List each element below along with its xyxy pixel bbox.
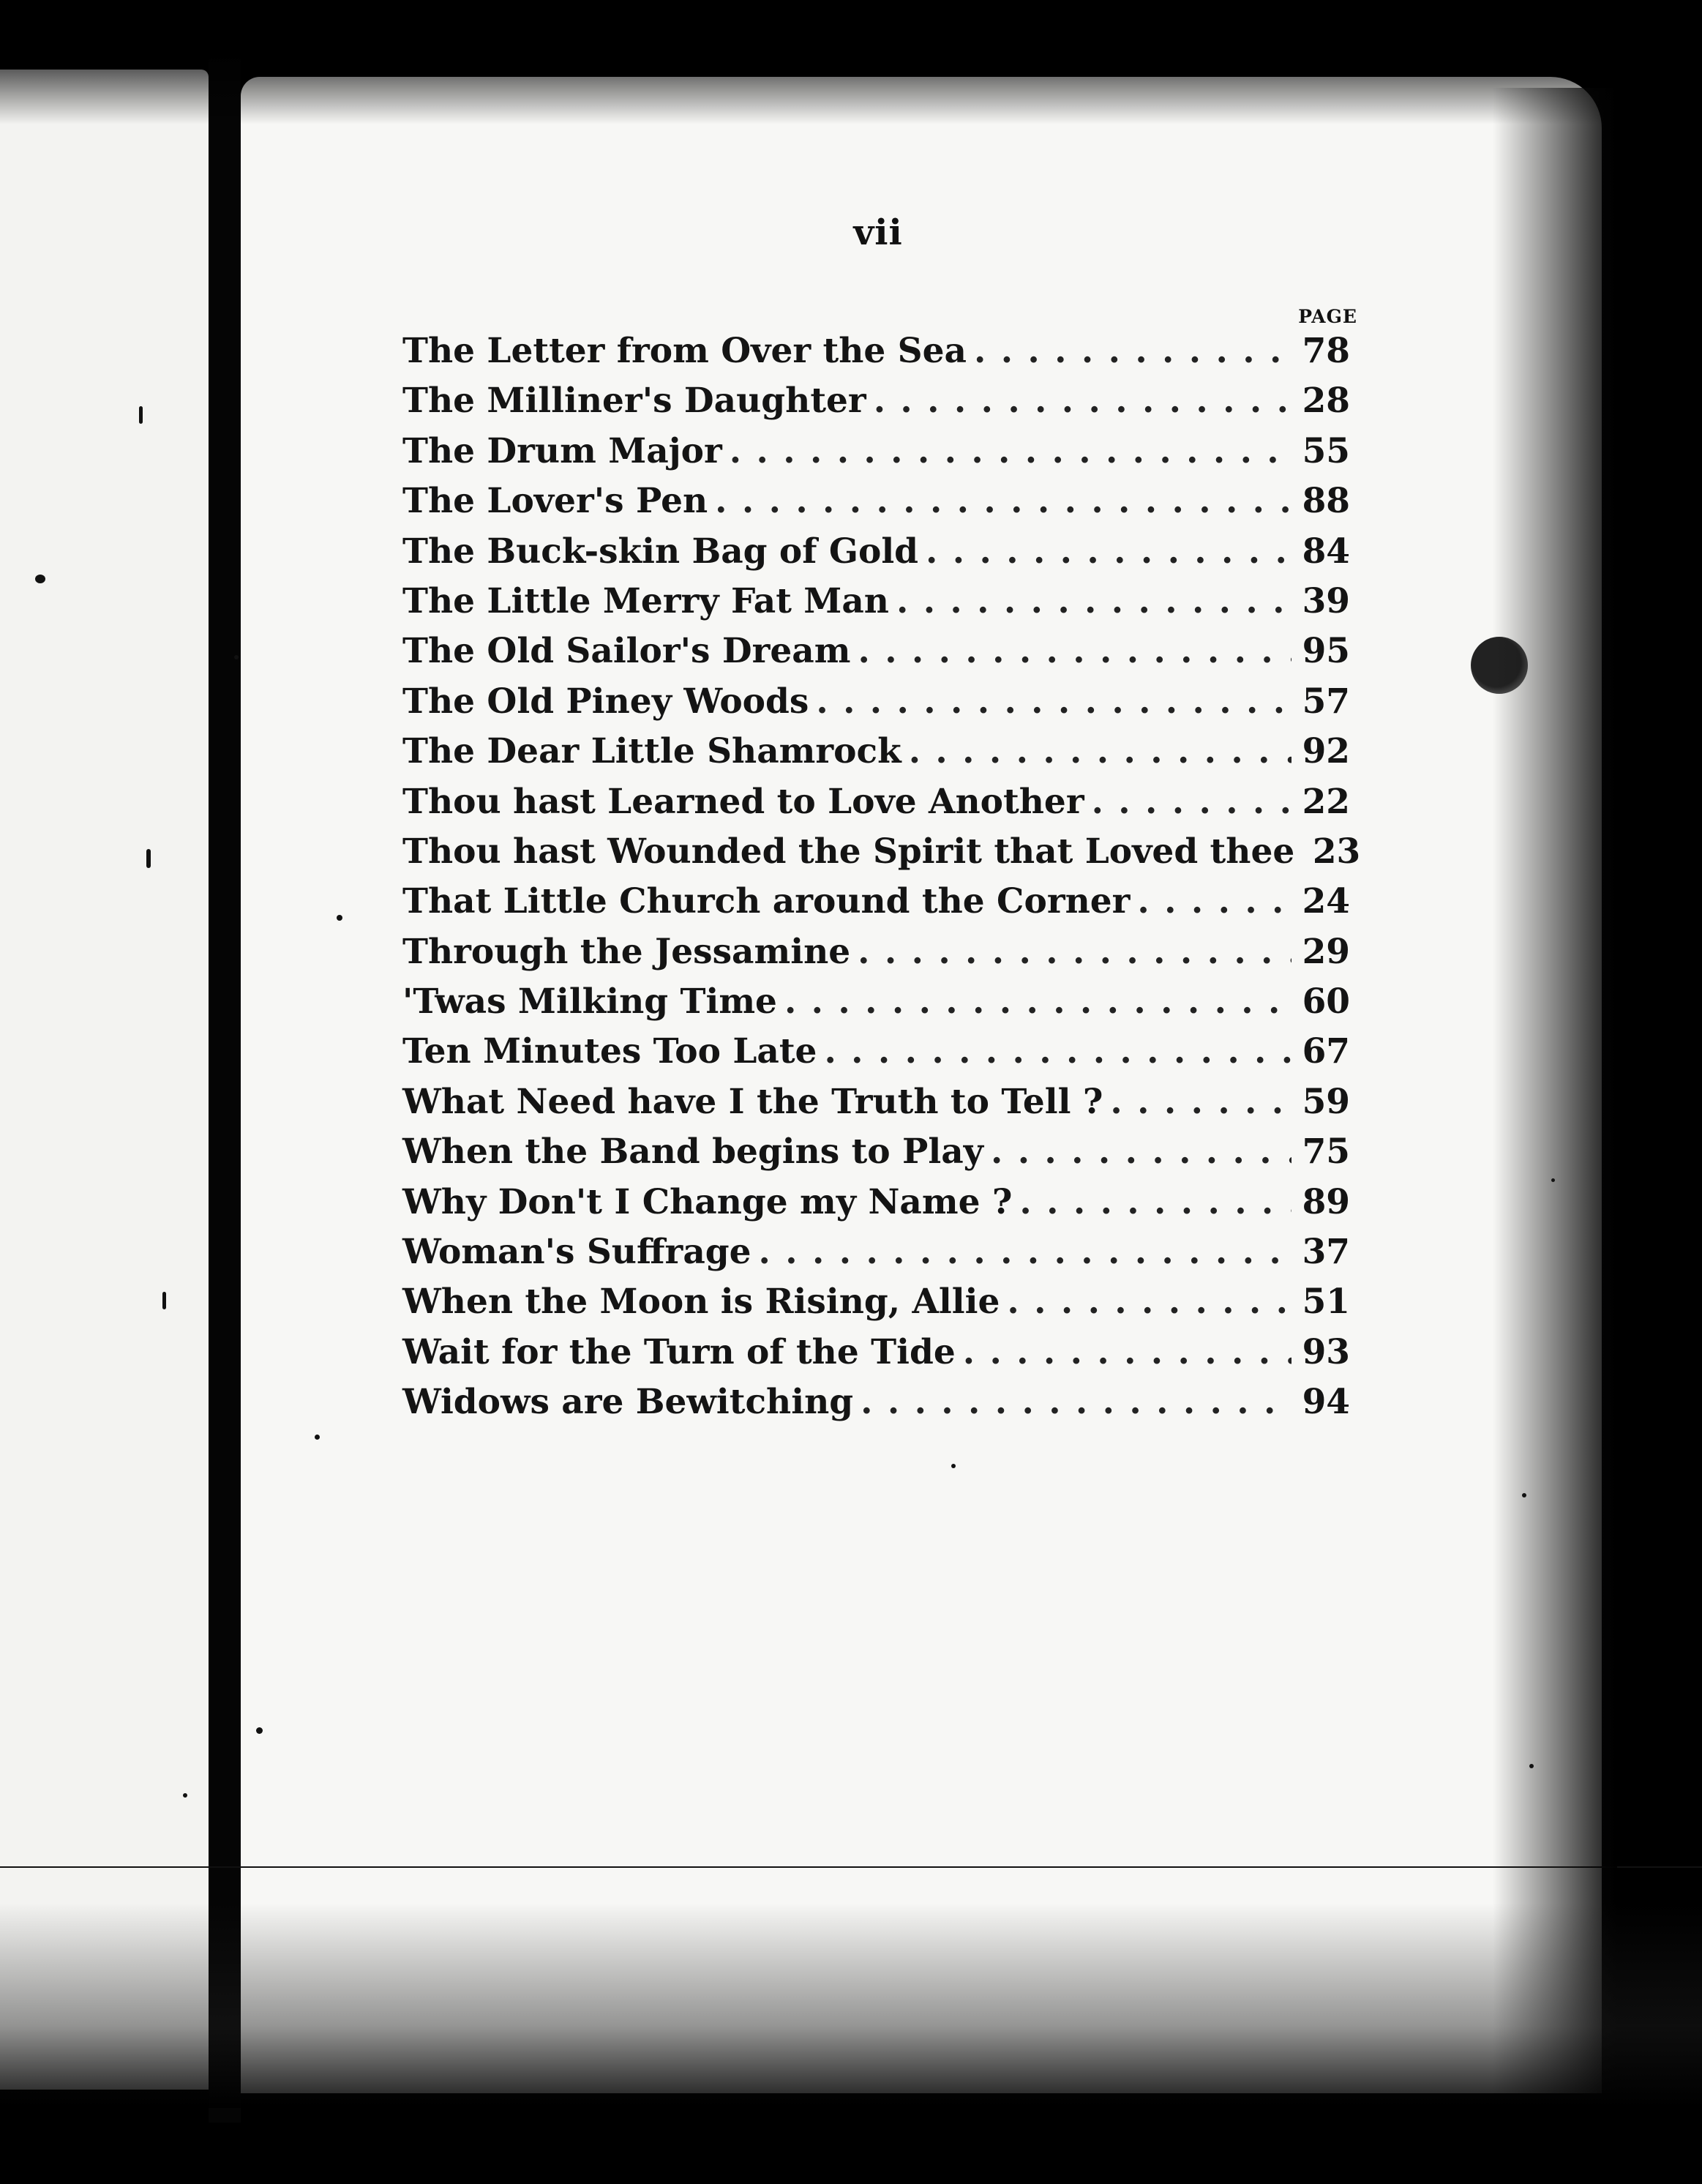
entry-title: The Milliner's Daughter — [402, 381, 866, 422]
entry-title: Thou hast Learned to Love Another — [402, 781, 1084, 822]
dot-leader — [730, 431, 1292, 471]
dot-leader — [1137, 881, 1292, 921]
entry-page-number: 22 — [1302, 781, 1350, 822]
contents-entry — [402, 1132, 1350, 1181]
contents-entry — [402, 631, 1350, 681]
entry-title: Wait for the Turn of the Tide — [402, 1331, 956, 1372]
dot-leader — [1110, 1082, 1292, 1122]
entry-page-number: 60 — [1302, 981, 1350, 1022]
entry-title: The Letter from Over the Sea — [402, 331, 967, 371]
contents-entry — [402, 1082, 1350, 1132]
entry-page-number: 92 — [1302, 731, 1350, 772]
entry-title: The Lover's Pen — [402, 481, 708, 522]
speck — [256, 1727, 263, 1734]
entry-page-number: 55 — [1302, 430, 1350, 471]
dot-leader — [858, 631, 1292, 671]
entry-page-number: 94 — [1302, 1382, 1350, 1423]
dot-leader — [926, 531, 1292, 572]
entry-title: Through the Jessamine — [402, 931, 851, 972]
entry-page-number: 89 — [1302, 1181, 1350, 1222]
entry-title: Why Don't I Change my Name ? — [402, 1181, 1013, 1222]
entry-title: The Old Sailor's Dream — [402, 631, 851, 672]
contents-entry — [402, 431, 1350, 481]
speck — [183, 1793, 187, 1798]
contents-entry — [402, 481, 1350, 531]
entry-page-number: 84 — [1302, 531, 1350, 572]
speck — [162, 1292, 166, 1309]
dot-leader — [874, 381, 1292, 421]
book-spine — [209, 59, 241, 2123]
contents-entry — [402, 531, 1350, 581]
contents-entry — [402, 731, 1350, 781]
contents-entry — [402, 1382, 1350, 1432]
dot-leader — [974, 331, 1292, 371]
speck — [139, 406, 143, 424]
contents-entry — [402, 681, 1350, 731]
contents-entry — [402, 1282, 1350, 1331]
dot-leader — [861, 1382, 1292, 1422]
speck — [337, 915, 342, 921]
dot-leader — [858, 932, 1292, 972]
dot-leader — [963, 1332, 1292, 1372]
entry-title: The Drum Major — [402, 430, 722, 471]
entry-title: When the Moon is Rising, Allie — [402, 1282, 1000, 1323]
contents-entry — [402, 932, 1350, 981]
entry-title: Widows are Bewitching — [402, 1382, 854, 1423]
entry-title: The Buck-skin Bag of Gold — [402, 531, 919, 572]
contents-list — [402, 331, 1361, 1432]
entry-page-number: 67 — [1302, 1031, 1350, 1072]
entry-page-number: 39 — [1302, 580, 1350, 621]
entry-page-number: 93 — [1302, 1331, 1350, 1372]
dot-leader — [1092, 782, 1292, 822]
contents-entry — [402, 1182, 1350, 1232]
scan-line — [0, 1866, 1702, 1868]
dot-leader — [1019, 1182, 1292, 1222]
page-folio: vii — [853, 212, 903, 253]
dot-leader — [816, 681, 1292, 722]
entry-page-number: 88 — [1302, 481, 1350, 522]
dot-leader — [909, 731, 1292, 771]
entry-title: Ten Minutes Too Late — [402, 1031, 817, 1072]
dot-leader — [784, 981, 1292, 1022]
entry-page-number: 78 — [1302, 331, 1350, 371]
speck — [234, 655, 239, 659]
entry-title: The Little Merry Fat Man — [402, 580, 889, 621]
entry-title: Thou hast Wounded the Spirit that Loved thee — [402, 831, 1295, 872]
dot-leader — [715, 481, 1292, 521]
dot-leader — [896, 581, 1292, 621]
entry-page-number: 57 — [1302, 681, 1350, 722]
contents-entry — [402, 581, 1350, 631]
dot-leader — [991, 1132, 1292, 1172]
dot-leader — [824, 1031, 1292, 1072]
entry-page-number: 29 — [1302, 931, 1350, 972]
entry-page-number: 24 — [1302, 881, 1350, 922]
page-column-heading: PAGE — [1298, 306, 1357, 327]
entry-title: What Need have I the Truth to Tell ? — [402, 1081, 1103, 1122]
speck — [315, 1435, 320, 1440]
contents-entry — [402, 331, 1350, 381]
contents-entry — [402, 381, 1350, 430]
speck — [951, 1464, 956, 1468]
entry-page-number: 28 — [1302, 381, 1350, 422]
contents-entry — [402, 1232, 1350, 1282]
dot-leader — [759, 1232, 1292, 1272]
contents-entry — [402, 831, 1361, 881]
facing-page-edge — [0, 70, 209, 2090]
entry-title: When the Band begins to Play — [402, 1132, 983, 1173]
contents-entry — [402, 782, 1350, 831]
entry-page-number: 37 — [1302, 1232, 1350, 1273]
entry-page-number: 75 — [1302, 1132, 1350, 1173]
entry-title: The Old Piney Woods — [402, 681, 809, 722]
entry-page-number: 59 — [1302, 1081, 1350, 1122]
entry-page-number: 95 — [1302, 631, 1350, 672]
contents-entry — [402, 881, 1350, 931]
page-shadow-top — [0, 59, 1702, 124]
entry-title: The Dear Little Shamrock — [402, 731, 901, 772]
contents-entry — [402, 1332, 1350, 1382]
speck — [146, 849, 151, 868]
contents-entry — [402, 1031, 1350, 1081]
entry-title: Woman's Suffrage — [402, 1232, 751, 1273]
speck — [35, 575, 45, 583]
contents-entry — [402, 981, 1350, 1031]
entry-page-number: 51 — [1302, 1282, 1350, 1323]
entry-page-number: 23 — [1312, 831, 1361, 872]
dot-leader — [1007, 1282, 1292, 1322]
entry-title: That Little Church around the Corner — [402, 881, 1131, 922]
page-shadow-bottom — [0, 1903, 1702, 2108]
page-shadow-right — [1493, 88, 1617, 2093]
entry-title: 'Twas Milking Time — [402, 981, 777, 1022]
